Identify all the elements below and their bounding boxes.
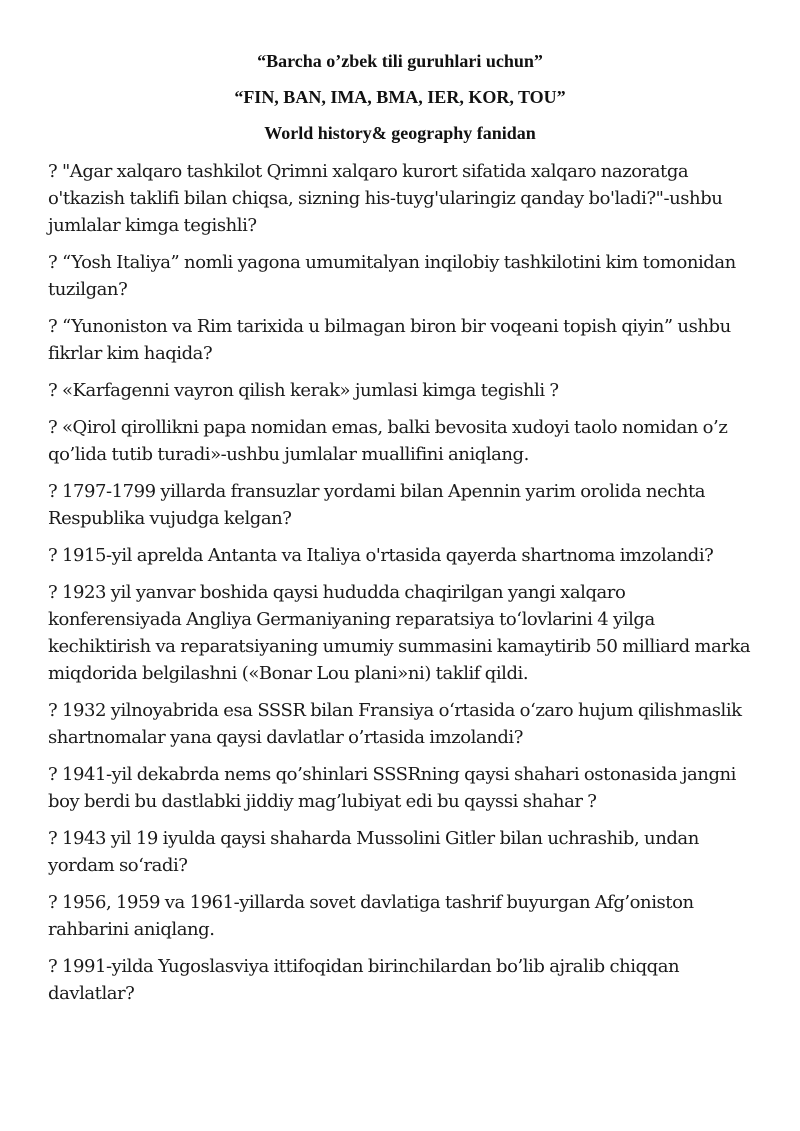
question-item: ? "Agar xalqaro tashkilot Qrimni xalqaro kurort sifatida xalqaro nazoratga o'tkazish taklifi bilan chiqsa, sizning his-tuyg'ularingiz qanday bo'ladi?"-ushbu jumlalar kimga tegishli? [48,161,723,236]
question-item: ? «Karfagenni vayron qilish kerak» jumlasi kimga tegishli ? [48,380,559,401]
question-item: ? “Yunoniston va Rim tarixida u bilmagan biron bir voqeani topish qiyin” ushbu fikrlar kim haqida? [48,316,731,364]
question-list [48,158,752,1007]
question-item: ? “Yosh Italiya” nomli yagona umumitalyan inqilobiy tashkilotini kim tomonidan tuzilgan? [48,252,736,300]
subject-title: World history& geography fanidan [264,123,536,143]
document-title: “Barcha o’zbek tili guruhlari uchun” [257,51,543,71]
group-codes: “FIN, BAN, IMA, BMA, IER, KOR, TOU” [234,87,566,107]
question-item: ? «Qirol qirollikni papa nomidan emas, balki bevosita xudoyi taolo nomidan o’z qo’lida tutib turadi»-ushbu jumlalar muallifini aniqlang. [48,417,728,465]
question-item: ? 1915-yil aprelda Antanta va Italiya o'rtasida qayerda shartnoma imzolandi? [48,545,714,566]
question-item: ? 1991-yilda Yugoslasviya ittifoqidan birinchilardan bo’lib ajralib chiqqan davlatlar? [48,956,680,1004]
question-item: ? 1956, 1959 va 1961-yillarda sovet davlatiga tashrif buyurgan Afg’oniston rahbarini aniqlang. [48,892,694,940]
question-item: ? 1932 yilnoyabrida esa SSSR bilan Fransiya o‘rtasida o‘zaro hujum qilishmaslik shartnomalar yana qaysi davlatlar o’rtasida imzolandi? [48,700,742,748]
question-item: ? 1797-1799 yillarda fransuzlar yordami bilan Apennin yarim orolida nechta Respublika vujudga kelgan? [48,481,706,529]
question-item: ? 1923 yil yanvar boshida qaysi hududda chaqirilgan yangi xalqaro konferensiyada Angliya Germaniyaning reparatsiya to‘lovlarini 4 yilga kechiktirish va reparatsiyaning umumiy summasini kamaytirib 50 milliard marka miqdorida belgilashni («Bonar Lou plani»ni) taklif qildi. [48,582,751,684]
question-item: ? 1943 yil 19 iyulda qaysi shaharda Mussolini Gitler bilan uchrashib, undan yordam so‘radi? [48,828,699,876]
question-item: ? 1941-yil dekabrda nems qo’shinlari SSSRning qaysi shahari ostonasida jangni boy berdi bu dastlabki jiddiy mag’lubiyat edi bu qayssi shahar ? [48,764,736,812]
